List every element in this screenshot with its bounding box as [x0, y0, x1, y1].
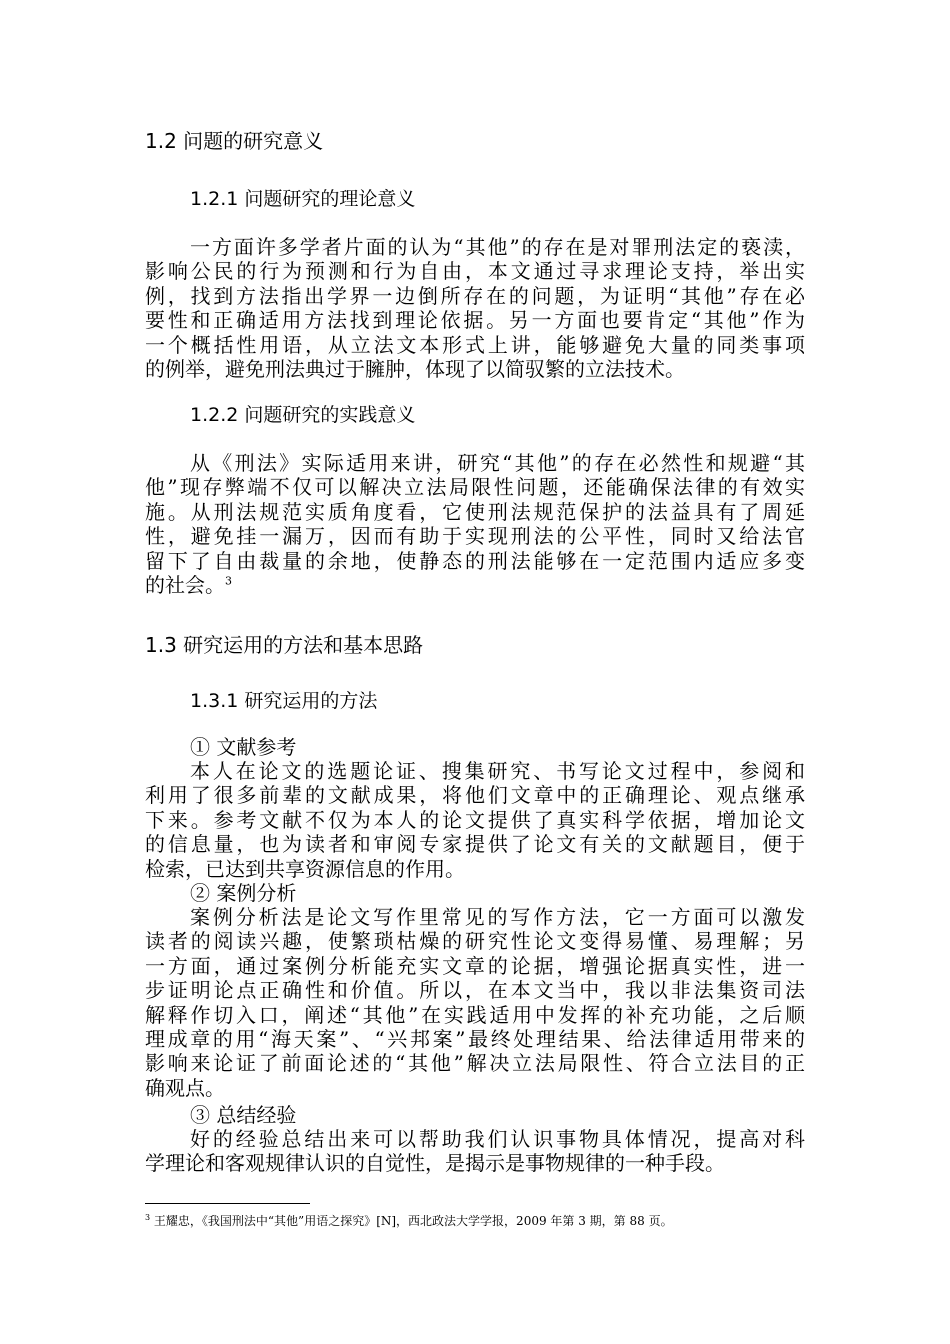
text-line: 解释作切入口，阐述“其他”在实践适用中发挥的补充功能，之后顺 [145, 1002, 805, 1027]
section-heading-1-2: 1.2 问题的研究意义 [145, 129, 324, 153]
text-line: 施。从刑法规范实质角度看，它使刑法规范保护的法益具有了周延 [145, 499, 805, 524]
text-line: 利用了很多前辈的文献成果，将他们文章中的正确理论、观点继承 [145, 783, 805, 808]
text-line: 的例举，避免刑法典过于臃肿，体现了以简驭繁的立法技术。 [145, 357, 685, 382]
paragraph-literature-reference [145, 759, 805, 881]
paragraph-theoretical-significance [145, 235, 805, 381]
text-line: 步证明论点正确性和价值。所以，在本文当中，我以非法集资司法 [145, 978, 805, 1003]
text-line: 留下了自由裁量的余地，使静态的刑法能够在一定范围内适应多变 [145, 548, 805, 573]
text-line: 下来。参考文献不仅为本人的论文提供了真实科学依据，增加论文 [145, 807, 805, 832]
footnote [145, 1213, 673, 1229]
text-line [145, 573, 805, 597]
text-line: 他”现存弊端不仅可以解决立法局限性问题，还能确保法律的有效实 [145, 475, 805, 500]
text-line: 要性和正确适用方法找到理论依据。另一方面也要肯定“其他”作为 [145, 308, 805, 333]
paragraph-practical-significance [145, 451, 805, 597]
text-line: 一方面许多学者片面的认为“其他”的存在是对罪刑法定的亵渎， [190, 235, 805, 259]
method-label-summary: ③ 总结经验 [190, 1103, 297, 1127]
text-line: 学理论和客观规律认识的自觉性，是揭示是事物规律的一种手段。 [145, 1151, 725, 1176]
paragraph-case-analysis [145, 905, 805, 1100]
text-line: 的信息量，也为读者和审阅专家提供了论文有关的文献题目，便于 [145, 832, 805, 857]
text-line: 检索，已达到共享资源信息的作用。 [145, 856, 465, 881]
subsection-heading-1-3-1: 1.3.1 研究运用的方法 [190, 690, 378, 712]
text-line: 从《刑法》实际适用来讲，研究“其他”的存在必然性和规避“其 [190, 451, 805, 475]
footnote-number: 3 [145, 1213, 151, 1222]
text-line: 读者的阅读兴趣，使繁琐枯燥的研究性论文变得易懂、易理解；另 [145, 929, 805, 954]
text-line: 性，避免挂一漏万，因而有助于实现刑法的公平性，同时又给法官 [145, 524, 805, 549]
text-line: 一个概括性用语，从立法文本形式上讲，能够避免大量的同类事项 [145, 332, 805, 357]
text-line: 本人在论文的选题论证、搜集研究、书写论文过程中，参阅和 [190, 759, 805, 783]
footnote-text: 王耀忠，《我国刑法中“其他”用语之探究》[N]，西北政法大学学报，2009 年第 3 期，第 88 页。 [153, 1214, 673, 1228]
subsection-heading-1-2-1: 1.2.1 问题研究的理论意义 [190, 188, 416, 210]
text-line-content: 的社会。 [145, 573, 225, 598]
text-line: 影响公民的行为预测和行为自由，本文通过寻求理论支持，举出实 [145, 259, 805, 284]
subsection-heading-1-2-2: 1.2.2 问题研究的实践意义 [190, 404, 416, 426]
method-label-literature: ① 文献参考 [190, 735, 297, 759]
section-heading-1-3: 1.3 研究运用的方法和基本思路 [145, 633, 424, 657]
method-label-case-analysis: ② 案例分析 [190, 881, 297, 905]
footnote-separator [145, 1203, 310, 1204]
text-line: 案例分析法是论文写作里常见的写作方法，它一方面可以激发 [190, 905, 805, 929]
text-line: 影响来论证了前面论述的“其他”解决立法局限性、符合立法目的正 [145, 1051, 805, 1076]
footnote-reference: 3 [225, 574, 232, 588]
text-line: 好的经验总结出来可以帮助我们认识事物具体情况，提高对科 [190, 1127, 805, 1151]
text-line: 一方面，通过案例分析能充实文章的论据，增强论据真实性，进一 [145, 953, 805, 978]
paragraph-summary-experience [145, 1127, 805, 1176]
text-line: 例，找到方法指出学界一边倒所存在的问题，为证明“其他”存在必 [145, 283, 805, 308]
text-line: 理成章的用“海天案”、“兴邦案”最终处理结果、给法律适用带来的 [145, 1027, 805, 1052]
text-line: 确观点。 [145, 1075, 225, 1100]
